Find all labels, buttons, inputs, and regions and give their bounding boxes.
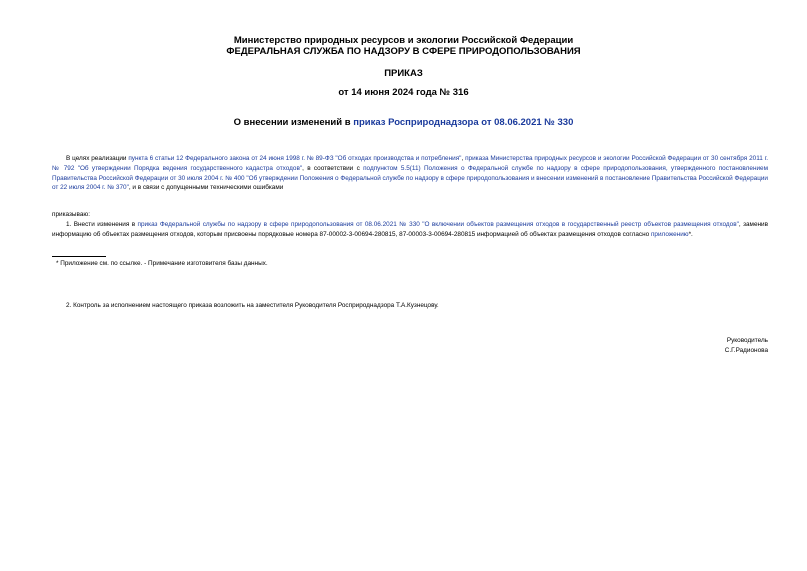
footnote-divider xyxy=(52,256,106,257)
signature-name: С.Г.Радионова xyxy=(724,347,768,354)
document-subject xyxy=(0,117,807,128)
document-date-number: от 14 июня 2024 года № 316 xyxy=(338,87,469,98)
ministry-title: Министерство природных ресурсов и экологии Российской Федерации xyxy=(233,35,574,46)
preamble-link-ministry-order[interactable]: приказа Министерства природных ресурсов и экологии Российской Федерации от 30 сентября 2011 г. № 792 "Об утверждении Порядка ведения государственного кадастра отходов" xyxy=(52,155,768,172)
subject-link[interactable]: приказ Росприроднадзора от 08.06.2021 № 330 xyxy=(353,117,574,128)
preamble-text-1: В целях реализации xyxy=(66,155,129,162)
order-word: приказываю: xyxy=(52,211,90,218)
service-title: ФЕДЕРАЛЬНАЯ СЛУЖБА ПО НАДЗОРУ В СФЕРЕ ПРИРОДОПОЛЬЗОВАНИЯ xyxy=(226,46,581,57)
preamble-link-law[interactable]: пункта 6 статьи 12 Федерального закона от 24 июня 1998 г. № 89-ФЗ "Об отходах производства и потребления" xyxy=(128,155,462,162)
item-1-text-2: , заменив информацию об объектах размещения отходов, которым присвоены порядковые номера 87-00002-3-00694-280815, 87-00003-3-00694-280815 информацией об объектах размещения отходов согласно xyxy=(52,221,768,238)
item-1-text-3: *. xyxy=(688,230,693,238)
preamble-text-4: , и в связи с допущенными техническими ошибками xyxy=(128,184,284,192)
preamble-text-3: , в соответствии с xyxy=(302,164,364,172)
subject-prefix: О внесении изменений в xyxy=(233,117,354,128)
preamble-paragraph xyxy=(52,154,768,193)
preamble-link-regulation[interactable]: подпунктом 5.5(11) Положения о Федеральной службе по надзору в сфере природопользования, утвержденного постановлением Правительства Российской Федерации от 30 июля 2004 г. № 400 "Об утверждении Положения о Федеральной службе по надзору в сфере природопользования и внесении изменений в постановление Правительства Российской Федерации от 22 июля 2004 г. № 370" xyxy=(52,164,768,192)
item-2-paragraph: 2. Контроль за исполнением настоящего приказа возложить на заместителя Руководителя Росприроднадзора Т.А.Кузнецову. xyxy=(66,302,439,309)
item-1-text-1: 1. Внести изменения в xyxy=(66,221,138,228)
preamble-text-2: , xyxy=(461,155,466,162)
item-1-link-appendix[interactable]: приложению xyxy=(650,230,689,238)
signature-title: Руководитель xyxy=(726,337,768,344)
footnote: * Приложение см. по ссылке. - Примечание изготовителя базы данных. xyxy=(56,260,268,267)
item-1-link-order[interactable]: приказ Федеральной службы по надзору в сфере природопользования от 08.06.2021 № 330 "О включении объектов размещения отходов в государственный реестр объектов размещения отходов" xyxy=(137,221,739,228)
document-type: ПРИКАЗ xyxy=(384,68,423,79)
item-1-paragraph xyxy=(52,220,768,240)
